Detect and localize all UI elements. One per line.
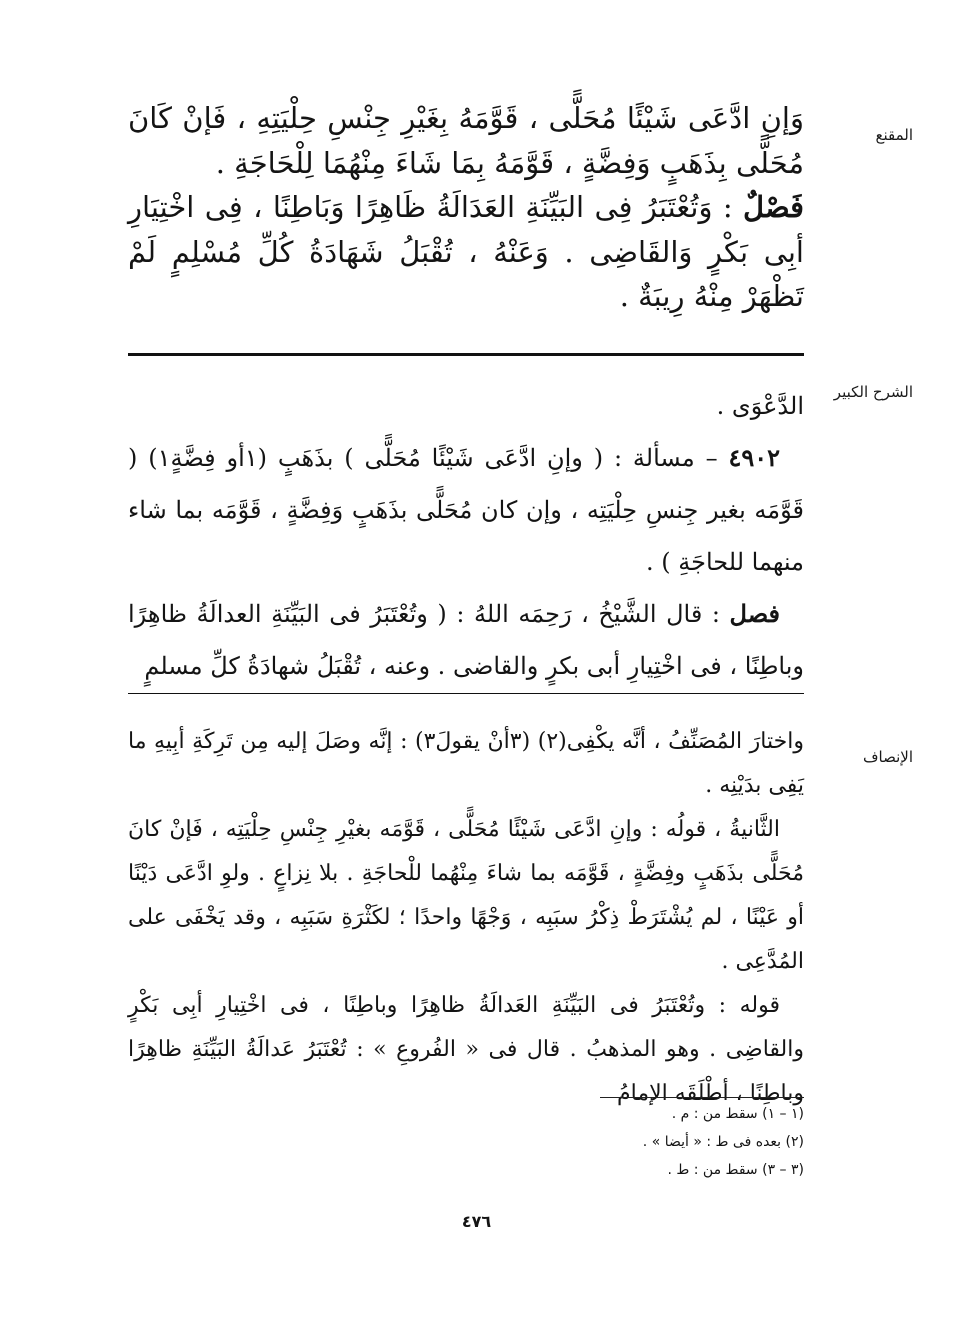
sharh-fasl-heading: فصل bbox=[729, 599, 780, 628]
footnotes bbox=[600, 1100, 804, 1184]
insaf-paragraph-3: قوله : وتُعْتَبَرُ فى البَيِّنَةِ العَدالَةُ ظاهِرًا وباطِنًا ، فى اخْتِيارِ أبِى بَكْرٍ والقاضِى . وهو المذهبُ . قال فى « الفُروعِ » : تُعْتَبَرُ عَدالَةُ البَيِّنَةِ ظاهِرًا وباطِنًا ، أطْلَقَه الإمامُ bbox=[128, 993, 804, 1106]
muqni-fasl-paragraph bbox=[128, 185, 804, 319]
sharh-fasl-text: : قال الشَّيْخُ ، رَحِمَه اللهُ : ( وتُعْتَبَرُ فى البَيِّنَةِ العدالَةُ ظاهِرًا وباطِنًا ، فى اخْتِيارِ أبى بكرٍ والقاضى . وعنه ، تُقْبَلُ شهادَةُ كلِّ مسلمٍ bbox=[128, 600, 804, 680]
sharh-masala-paragraph bbox=[128, 432, 804, 588]
section-label-insaf: الإنصاف bbox=[862, 748, 913, 766]
masala-number: ٤٩٠٢ bbox=[728, 443, 780, 472]
sharh-text-block bbox=[128, 380, 804, 692]
footnote-2: (٢) بعده فى ط : « أيضا » . bbox=[642, 1134, 804, 1150]
page-number: ٤٧٦ bbox=[461, 1212, 492, 1231]
insaf-text-block bbox=[128, 720, 804, 1116]
footnote-separator bbox=[600, 1097, 804, 1098]
footnote-1: (١ – ١) سقط من : م . bbox=[671, 1106, 804, 1122]
section-label-muqni: المقنع bbox=[875, 126, 913, 144]
sharh-fasl-paragraph bbox=[128, 588, 804, 692]
section-divider-thin bbox=[128, 693, 804, 694]
muqni-text-block bbox=[128, 96, 804, 319]
insaf-paragraph-1: واختارَ المُصَنِّفُ ، أنَّه يكْفِى(٢) (٣أنْ يقولَ٣) : إنَّه وصَلَ إليه مِن تَرِكَةِ أبِيهِ ما يَفِى بدَيْنِه . bbox=[128, 729, 804, 798]
insaf-paragraph-2: الثَّانيةُ ، قولُه : وإنِ ادَّعَى شَيْئًا مُحَلًّى ، قَوَّمَه بغيْرِ جِنْسِ حِلْيَتِه ، فَإنْ كانَ مُحَلًّى بذَهَبٍ وفِضَّةٍ ، قَوَّمَه بما شاءَ مِنْهُما للْحاجَةِ . بلا نِزاعٍ . ولوِ ادَّعَى دَيْنًا أو عَيْنًا ، لم يُشْتَرَطْ ذِكْرُ سبَبِه ، وَجْهًا واحدًا ؛ لكَثْرَةِ سَبَبِه ، وقد يَخْفَى على المُدَّعِى . bbox=[128, 817, 804, 974]
fasl-text: : وَتُعْتَبَرُ فِى البَيِّنَةِ العَدَالَةُ ظَاهِرًا وَبَاطِنًا ، فِى اخْتِيَارِ أبِى بَكْرٍ وَالقَاضِى . وَعَنْهُ ، تُقْبَلُ شَهَادَةُ كُلِّ مُسْلِمٍ لَمْ تَظْهَرْ مِنْهُ رِيبَةٌ . bbox=[128, 190, 804, 313]
masala-text: – مسألة : ( وإنِ ادَّعَى شَيْئًا مُحَلًّى ) بذَهَبٍ (١أو فِضَّةٍ١) ( قَوَّمَه بغير جِنسِ حِلْيَتِه ، وإن كان مُحَلًّى بذَهَبٍ وَفِضَّةٍ ، قَوَّمَه بما شاء منهما للحاجَةِ ) . bbox=[128, 444, 804, 576]
section-label-sharh: الشرح الكبير bbox=[833, 383, 913, 401]
sharh-opening-line: الدَّعْوَى . bbox=[716, 392, 804, 420]
section-divider-thick bbox=[128, 353, 804, 356]
footnote-3: (٣ – ٣) سقط من : ط . bbox=[667, 1162, 804, 1178]
muqni-paragraph: وَإنِ ادَّعَى شَيْئًا مُحَلًّى ، قَوَّمَهُ بِغَيْرِ جِنْسِ حِلْيَتِهِ ، فَإنْ كَانَ مُحَلًّى بِذَهَبٍ وَفِضَّةٍ ، قَوَّمَهُ بِمَا شَاءَ مِنْهُمَا لِلْحَاجَةِ . bbox=[128, 101, 804, 180]
fasl-heading: فَصْلٌ bbox=[743, 190, 804, 224]
